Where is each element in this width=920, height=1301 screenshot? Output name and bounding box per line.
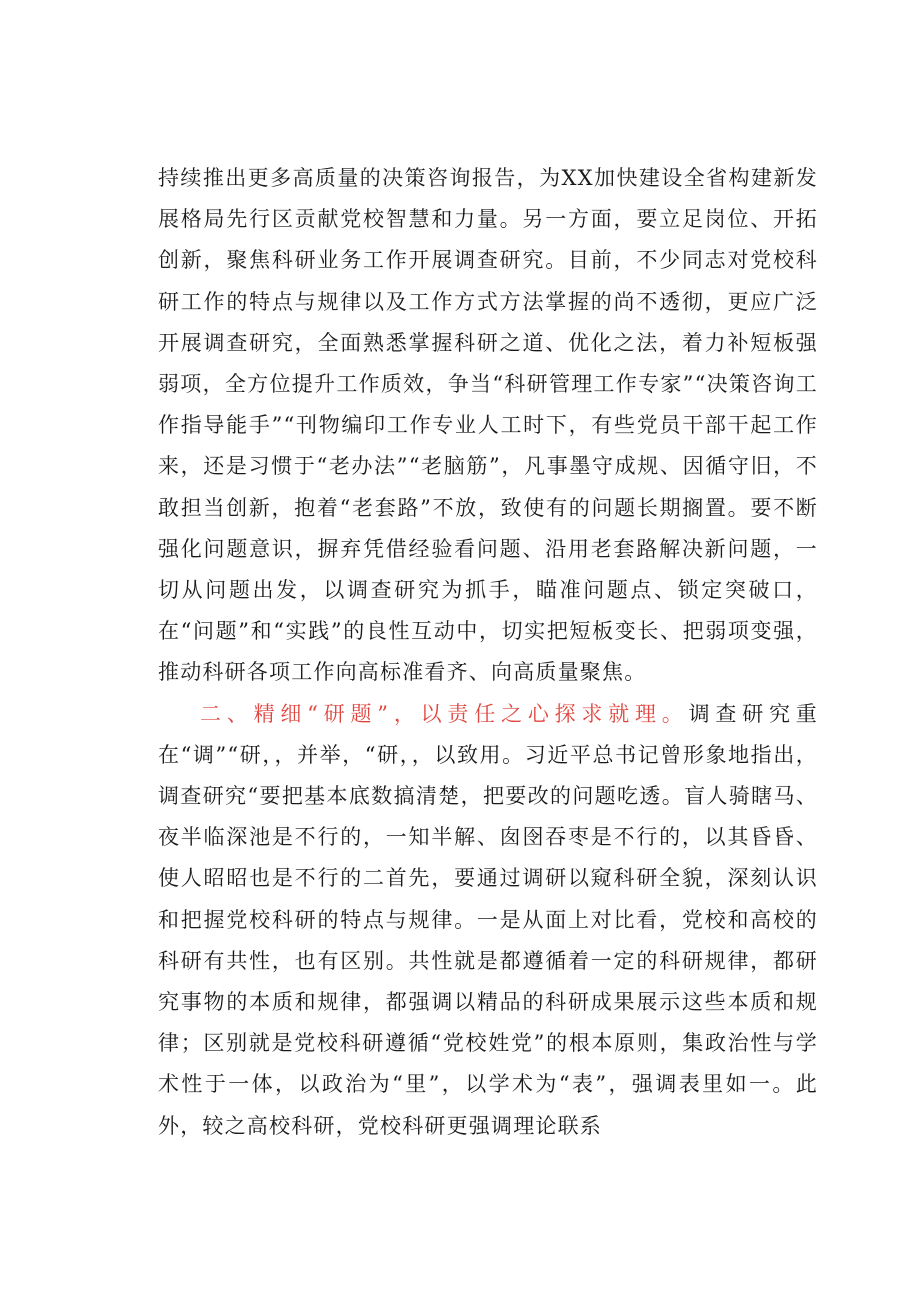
paragraph-2 — [158, 694, 818, 1147]
document-body — [158, 158, 818, 1147]
section-heading-2: 二、精细“研题”，以责任之心探求就理。 — [200, 701, 689, 726]
paragraph-2-body: 调查研究重在“调”“研，，并举，“研，，以致用。习近平总书记曾形象地指出，调查研究“要把基本底数搞清楚，把要改的问题吃透。盲人骑瞎马、夜半临深池是不行的，一知半解、囱囹吞枣是不行的，以其昏昏、使人昭昭也是不行的二首先，要通过调研以窥科研全貌，深刻认识和把握党校科研的特点与规律。一是从面上对比看，党校和高校的科研有共性，也有区别。共性就是都遵循着一定的科研规律，都研究事物的本质和规律，都强调以精品的科研成果展示这些本质和规律；区别就是党校科研遵循“党校姓党”的根本原则，集政治性与学术性于一体，以政治为“里”，以学术为“表”，强调表里如一。此外，较之高校科研，党校科研更强调理论联系 — [158, 701, 818, 1138]
paragraph-1: 持续推出更多高质量的决策咨询报告，为XX加快建设全省构建新发展格局先行区贡献党校智慧和力量。另一方面，要立足岗位、开拓创新，聚焦科研业务工作开展调查研究。目前，不少同志对党校科研工作的特点与规律以及工作方式方法掌握的尚不透彻，更应广泛开展调查研究，全面熟悉掌握科研之道、优化之法，着力补短板强弱项，全方位提升工作质效，争当“科研管理工作专家”“决策咨询工作指导能手”“刊物编印工作专业人工时下，有些党员干部干起工作来，还是习惯于“老办法”“老脑筋”，凡事墨守成规、因循守旧，不敢担当创新，抱着“老套路”不放，致使有的问题长期搁置。要不断强化问题意识，摒弃凭借经验看问题、沿用老套路解决新问题，一切从问题出发，以调查研究为抓手，瞄准问题点、锁定突破口，在“问题”和“实践”的良性互动中，切实把短板变长、把弱项变强，推动科研各项工作向高标准看齐、向高质量聚焦。 — [158, 166, 818, 685]
